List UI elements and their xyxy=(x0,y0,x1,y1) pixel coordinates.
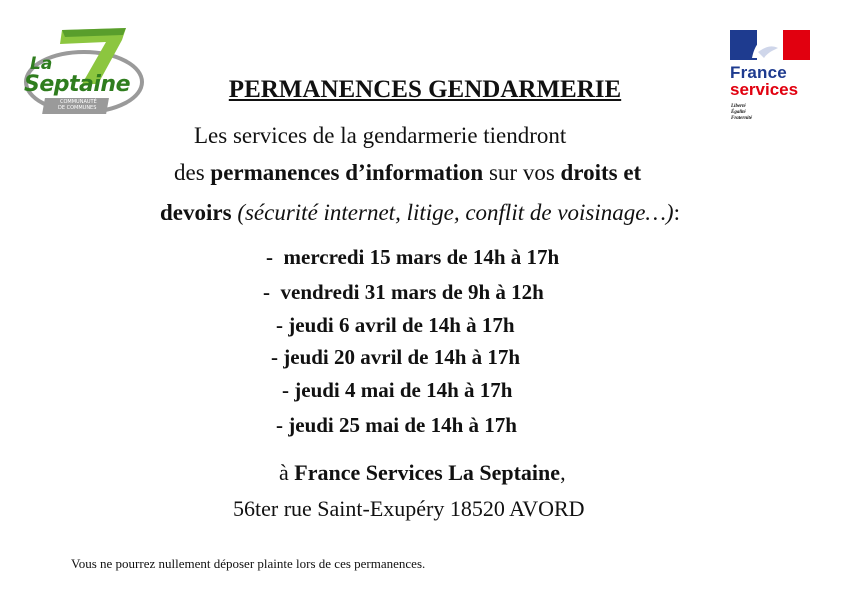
intro-line-2 xyxy=(174,161,641,185)
motto-fraternite: Fraternité xyxy=(731,116,753,121)
intro-highlight-devoirs: devoirs xyxy=(160,200,232,225)
location-address: 56ter rue Saint-Exupéry 18520 AVORD xyxy=(233,496,585,521)
marianne-flag-icon xyxy=(730,30,810,60)
intro-line-3-end: : xyxy=(673,200,680,225)
france-services-word-france: France xyxy=(730,63,787,82)
page-title-container xyxy=(0,76,850,104)
septaine-tagline-2: DE COMMUNES xyxy=(58,105,97,111)
page-title: PERMANENCES GENDARMERIE xyxy=(228,76,622,103)
intro-line-1-text: Les services de la gendarmerie tiendront xyxy=(194,123,567,148)
septaine-word-septaine: Septaine xyxy=(24,72,130,97)
footnote-text: Vous ne pourrez nullement déposer plainte lors de ces permanences. xyxy=(71,556,426,571)
septaine-word-la: La xyxy=(30,54,53,74)
date-item: - jeudi 4 mai de 14h à 17h xyxy=(282,378,513,402)
motto-liberte: Liberté xyxy=(731,104,746,109)
date-item: - jeudi 6 avril de 14h à 17h xyxy=(276,313,515,337)
intro-examples: (sécurité internet, litige, conflit de voisinage…) xyxy=(231,200,674,225)
intro-line-1 xyxy=(194,124,566,148)
date-text: jeudi 25 mai de 14h à 17h xyxy=(288,413,517,437)
date-text: vendredi 31 mars de 9h à 12h xyxy=(280,280,544,304)
intro-highlight-droits: droits et xyxy=(560,160,642,185)
intro-line-3 xyxy=(160,201,680,225)
location-line xyxy=(279,461,566,485)
location-name: France Services La Septaine xyxy=(294,460,561,485)
address-line xyxy=(233,497,585,521)
motto-egalite: Égalité xyxy=(731,110,746,115)
date-text: jeudi 6 avril de 14h à 17h xyxy=(288,313,515,337)
intro-highlight-permanences: permanences d’information xyxy=(210,160,484,185)
republic-motto xyxy=(731,104,752,122)
date-text: jeudi 4 mai de 14h à 17h xyxy=(294,378,513,402)
intro-line-2-mid: sur vos xyxy=(483,160,561,185)
date-item: - jeudi 25 mai de 14h à 17h xyxy=(276,413,517,437)
date-item: - jeudi 20 avril de 14h à 17h xyxy=(271,345,521,369)
septaine-tagline-1: COMMUNAUTÉ xyxy=(60,99,97,105)
footnote xyxy=(71,556,425,571)
date-item: - mercredi 15 mars de 14h à 17h xyxy=(266,245,560,269)
intro-line-2-pre: des xyxy=(174,160,211,185)
date-text: jeudi 20 avril de 14h à 17h xyxy=(283,345,521,369)
date-text: mercredi 15 mars de 14h à 17h xyxy=(283,245,560,269)
location-prefix: à xyxy=(279,460,295,485)
date-item: - vendredi 31 mars de 9h à 12h xyxy=(263,280,544,304)
france-services-word-services: services xyxy=(730,80,799,99)
location-suffix: , xyxy=(560,460,566,485)
